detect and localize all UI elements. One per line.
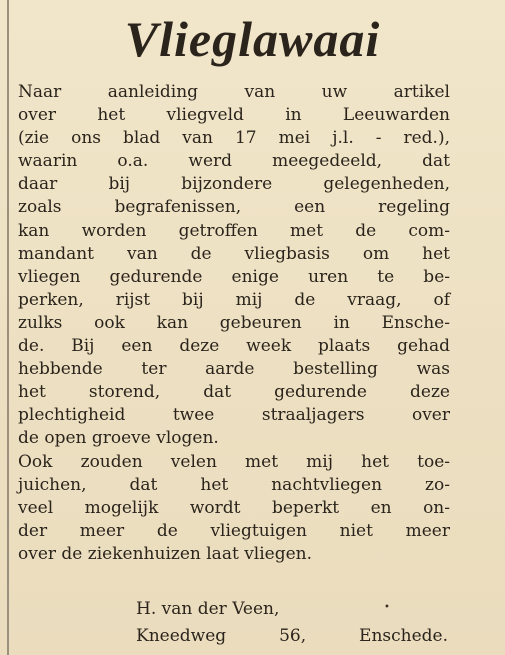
body-line: vliegen gedurende enige uren te be- [18,266,450,287]
body-line: het storend, dat gedurende deze [18,382,450,403]
body-line: de. Bij een deze week plaats gehad [18,336,450,357]
body-line: daar bij bijzondere gelegenheden, [18,174,450,195]
headline: Vlieglawaai [124,11,381,67]
body-line: kan worden getroffen met de com- [18,220,450,241]
ink-speck-icon: • [384,602,390,613]
letter-body [18,81,450,566]
body-line: (zie ons blad van 17 mei j.l. - red.), [18,128,450,149]
signature-block [136,596,448,650]
body-line: waarin o.a. werd meegedeeld, dat [18,151,450,172]
body-line: Naar aanleiding van uw artikel [18,82,450,102]
body-line: perken, rijst bij mij de vraag, of [18,289,450,310]
body-line: over het vliegveld in Leeuwarden [18,105,450,126]
body-line: veel mogelijk wordt beperkt en on- [18,497,450,518]
signature-address: Kneedweg 56, Enschede. [136,626,448,646]
body-line: hebbende ter aarde bestelling was [18,359,450,380]
body-line: over de ziekenhuizen laat vliegen. [18,543,313,564]
body-line: juichen, dat het nachtvliegen zo- [18,474,450,495]
body-line: zulks ook kan gebeuren in Ensche- [18,312,450,333]
body-line: mandant van de vliegbasis om het [18,243,450,264]
body-line: der meer de vliegtuigen niet meer [18,520,450,541]
body-line: zoals begrafenissen, een regeling [18,197,450,218]
body-line: plechtigheid twee straaljagers over [18,405,450,426]
body-line: Ook zouden velen met mij het toe- [18,451,450,472]
signature-name: H. van der Veen, [136,599,280,619]
column-rule [7,0,9,655]
body-line: de open groeve vlogen. [18,428,219,449]
